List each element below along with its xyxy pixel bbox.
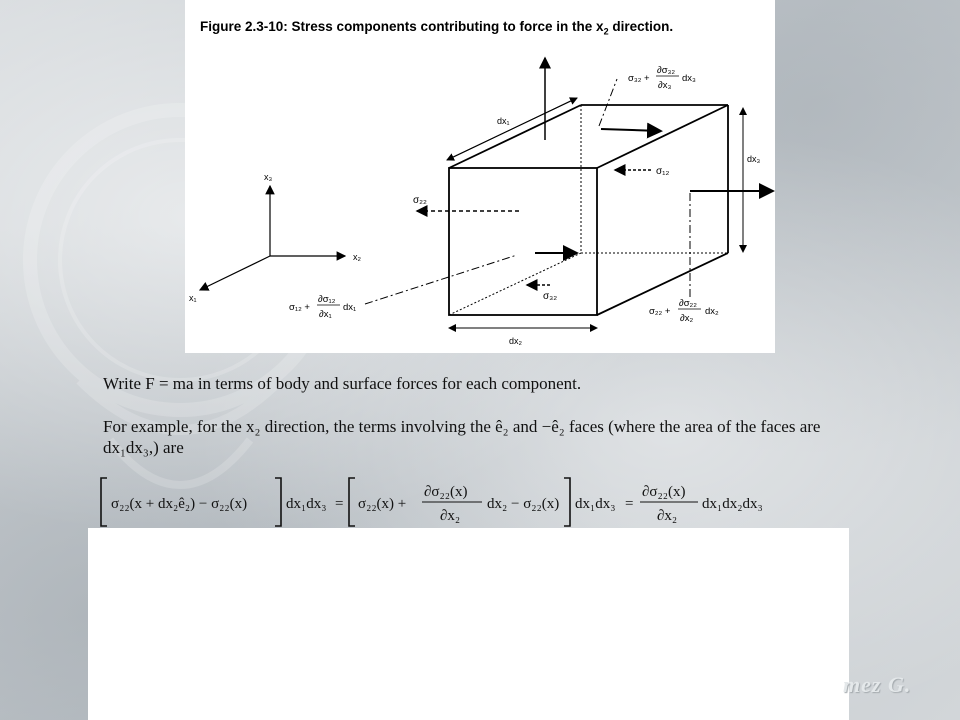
force-arrows <box>365 58 773 304</box>
blank-content-area <box>88 528 849 720</box>
dimension-label-dx3: dx₃ <box>747 154 761 164</box>
equation-rhs-tail: dx₁dx₂dx₃ <box>702 496 763 512</box>
equation-mid-b: dx₂ − σ₂₂(x) <box>487 496 560 512</box>
svg-text:σ₁₂ +: σ₁₂ + <box>289 302 310 313</box>
equation-equals-2: = <box>625 496 634 512</box>
svg-text:σ₃₂ +: σ₃₂ + <box>628 73 650 84</box>
equation-rhs-num: ∂σ₂₂(x) <box>642 484 686 500</box>
equation-lhs: σ₂₂(x + dx₂ê₂) − σ₂₂(x) <box>111 496 248 512</box>
label-sigma32: σ₃₂ <box>543 291 558 302</box>
body-text-line-3: dx₁dx₃,) are <box>103 438 184 457</box>
coordinate-axes <box>200 186 345 290</box>
equation-area-2: dx₁dx₃ <box>575 496 616 512</box>
equation-equals-1: = <box>335 496 344 512</box>
axis-label-x1: x₁ <box>189 293 197 303</box>
label-sigma22-left: σ₂₂ <box>413 195 427 206</box>
dimension-label-dx1: dx₁ <box>497 116 510 126</box>
svg-text:∂x₃: ∂x₃ <box>658 80 672 91</box>
svg-text:∂σ₃₂: ∂σ₃₂ <box>657 65 676 76</box>
svg-text:∂σ₁₂: ∂σ₁₂ <box>318 294 336 305</box>
label-sigma32-gradient <box>628 65 696 91</box>
figure-title-suffix: direction. <box>608 19 674 34</box>
equation-mid-a: σ₂₂(x) + <box>358 496 407 512</box>
svg-text:dx₂: dx₂ <box>705 306 719 317</box>
equation-mid-num: ∂σ₂₂(x) <box>424 484 468 500</box>
equation-area-1: dx₁dx₃ <box>286 496 327 512</box>
svg-text:σ₂₂ +: σ₂₂ + <box>649 306 671 317</box>
svg-text:dx₃: dx₃ <box>682 73 696 84</box>
svg-text:∂σ₂₂: ∂σ₂₂ <box>679 298 697 309</box>
svg-text:dx₁: dx₁ <box>343 302 357 313</box>
dimension-arrows <box>447 98 743 328</box>
equation-rhs-den: ∂x₂ <box>657 508 678 524</box>
label-sigma12: σ₁₂ <box>656 166 670 177</box>
figure-title-subscript: 2 <box>603 26 609 37</box>
axis-label-x3: x₃ <box>264 172 273 182</box>
cube <box>449 105 728 315</box>
body-text-line-1: Write F = ma in terms of body and surface forces for each component. <box>103 374 582 393</box>
equation-mid-den: ∂x₂ <box>440 508 461 524</box>
svg-text:∂x₂: ∂x₂ <box>680 313 694 324</box>
label-sigma12-gradient <box>289 294 356 320</box>
footer-author-name: mez G. <box>843 672 912 697</box>
body-text-line-2: For example, for the x₂ direction, the terms involving the ê₂ and −ê₂ faces (where the area of the faces are <box>103 417 821 436</box>
equation <box>90 474 790 530</box>
axis-label-x2: x₂ <box>353 252 361 262</box>
svg-text:∂x₁: ∂x₁ <box>319 309 332 320</box>
dimension-label-dx2: dx₂ <box>509 336 522 346</box>
figure-title-prefix: Figure 2.3-10: Stress components contributing to force in the x <box>200 19 604 34</box>
label-sigma22-gradient <box>649 298 719 324</box>
stress-cube-diagram <box>185 0 775 353</box>
